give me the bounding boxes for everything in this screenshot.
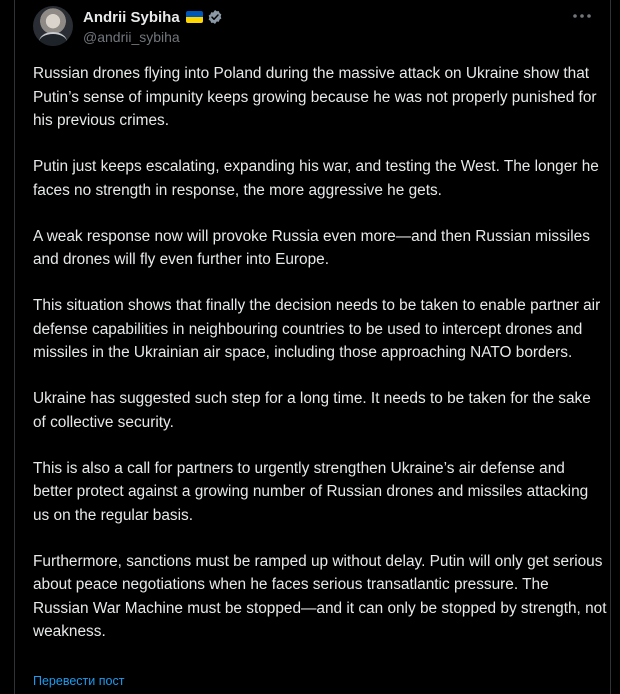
post-paragraph: A weak response now will provoke Russia even more—and then Russian missiles and drones will fly even further into Europe. bbox=[33, 227, 590, 268]
author-name-row bbox=[83, 8, 223, 26]
verified-badge-icon[interactable] bbox=[207, 9, 223, 25]
author-block bbox=[83, 8, 223, 45]
avatar-shoulders bbox=[39, 32, 67, 46]
avatar[interactable] bbox=[33, 6, 73, 46]
post-paragraph: Russian drones flying into Poland during the massive attack on Ukraine show that Putin’s sense of impunity keeps growing because he was not properly punished for his previous crimes. bbox=[33, 65, 597, 129]
post-card bbox=[14, 0, 611, 694]
ukraine-flag-icon bbox=[186, 11, 203, 23]
translate-post-link[interactable]: Перевести пост bbox=[33, 674, 125, 688]
more-options-icon[interactable] bbox=[572, 10, 592, 24]
post-paragraph: Putin just keeps escalating, expanding his war, and testing the West. The longer he faces no strength in response, the more aggressive he gets. bbox=[33, 158, 599, 199]
author-handle[interactable]: @andrii_sybiha bbox=[83, 29, 180, 45]
post-header bbox=[33, 6, 592, 46]
post-paragraph: Furthermore, sanctions must be ramped up without delay. Putin will only get serious about peace negotiations when he faces serious transatlantic pressure. The Russian War Machine must be stopped—and it can only be stopped by strength, not weakness. bbox=[33, 552, 607, 640]
author-display-name[interactable]: Andrii Sybiha bbox=[83, 8, 180, 26]
post-paragraph: This situation shows that finally the decision needs to be taken to enable partner air defense capabilities in neighbouring countries to be used to intercept drones and missiles in the Ukrainian air space, including those approaching NATO borders. bbox=[33, 297, 601, 361]
post-paragraph: Ukraine has suggested such step for a long time. It needs to be taken for the sake of collective security. bbox=[33, 390, 591, 431]
post-text bbox=[33, 62, 607, 644]
post-paragraph: This is also a call for partners to urgently strengthen Ukraine’s air defense and better protect against a growing number of Russian drones and missiles attacking us on the regular basis. bbox=[33, 459, 589, 524]
